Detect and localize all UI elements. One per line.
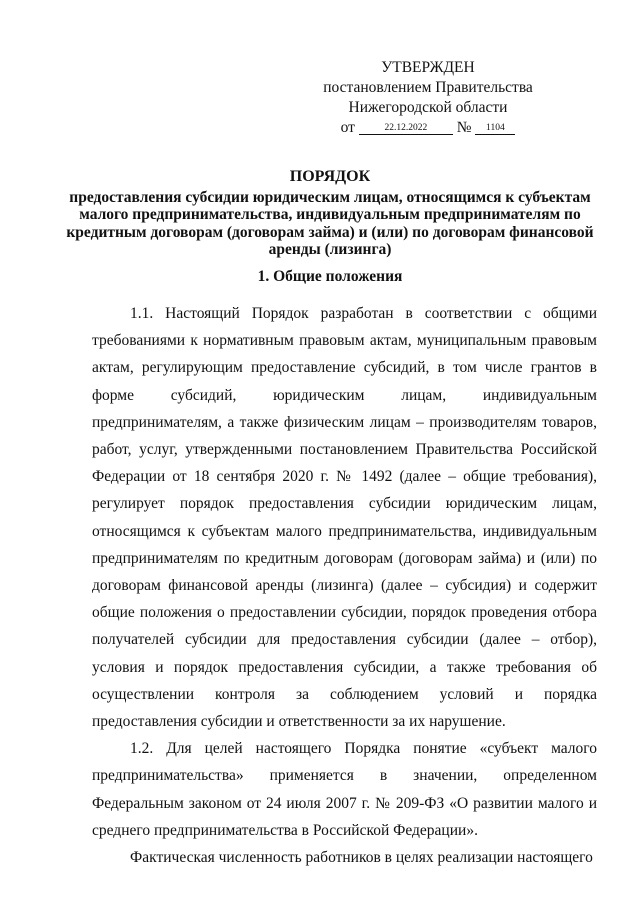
number-sign: № (456, 119, 472, 136)
document-heading: ПОРЯДОК (289, 168, 371, 185)
approval-block (318, 58, 538, 138)
date-prefix: от (340, 119, 355, 136)
document-subtitle: предоставления субсидии юридическим лицам, относящимся к субъектам малого предпринимательства, индивидуальным предпринимателям по кредитным договорам (договорам займа) и (или) по договорам финансовой аренды (лизинга) (66, 188, 594, 258)
paragraph-1-1: 1.1. Настоящий Порядок разработан в соответствии с общими требованиями к нормативным правовым актам, муниципальным правовым актам, регулирующим предоставление субсидий, в том числе грантов в форме субсидий, юридическим лицам, индивидуальным предпринимателям, а также физическим лицам – производителям товаров, работ, услуг, утвержденными постановлением Правительства Российской Федерации от 18 сентября 2020 г. № 1492 (далее – общие требования), регулирует порядок предоставления субсидии юридическим лицам, относящимся к субъектам малого предпринимательства, индивидуальным предпринимателям по кредитным договорам (договорам займа) и (или) по договорам финансовой аренды (лизинга) (далее – субсидия) и содержит общие положения о предоставлении субсидии, порядок проведения отбора получателей субсидии для предоставления субсидии (далее – отбор), условия и порядок предоставления субсидии, а также требования об осуществлении контроля за соблюдением условий и порядка предоставления субсидии и ответственности за их нарушение. (92, 305, 597, 731)
approval-line-1: постановлением Правительства (323, 79, 533, 96)
section-heading: 1. Общие положения (257, 268, 403, 285)
approval-date-line (318, 118, 538, 138)
document-body (92, 300, 597, 871)
approval-title: УТВЕРЖДЕН (381, 59, 475, 76)
paragraph-1-2: 1.2. Для целей настоящего Порядка понятие «субъект малого предпринимательства» применяется в значении, определенном Федеральным законом от 24 июля 2007 г. № 209-ФЗ «О развитии малого и среднего предпринимательства в Российской Федерации». (92, 740, 597, 839)
approval-date: 22.12.2022 (359, 122, 453, 135)
paragraph-continued: Фактическая численность работников в целях реализации настоящего (130, 849, 593, 867)
approval-number: 1104 (475, 122, 515, 135)
document-title-block (60, 168, 600, 259)
approval-line-2: Нижегородской области (348, 99, 508, 116)
